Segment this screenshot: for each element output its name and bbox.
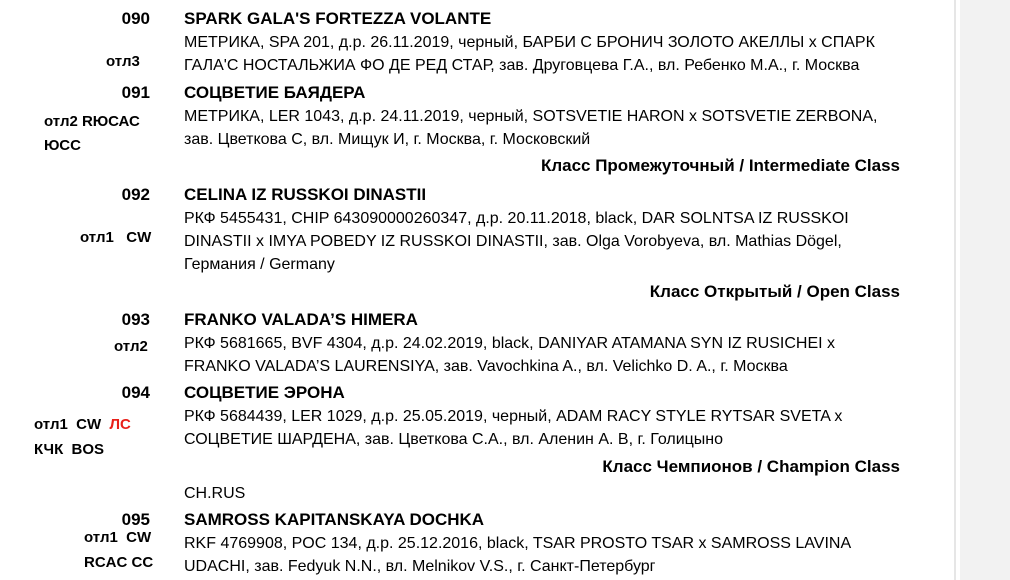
grade-result: отл1 CW bbox=[80, 229, 152, 246]
entry-number: 091 bbox=[121, 83, 150, 102]
page-edge-divider bbox=[954, 0, 956, 580]
entry-details-line: зав. Цветкова С, вл. Мищук И, г. Москва, г. Московский bbox=[184, 131, 591, 148]
entry-details-line: ГАЛА'С НОСТАЛЬЖИА ФО ДЕ РЕД СТАР, зав. Друговцева Г.А., вл. Ребенко М.А., г. Москва bbox=[184, 57, 860, 74]
entry-details-line: UDACHI, зав. Fedyuk N.N., вл. Melnikov V.S., г. Санкт-Петербург bbox=[184, 558, 656, 575]
grade-result: RCAC CC bbox=[84, 554, 154, 571]
entry-number: 094 bbox=[121, 383, 150, 402]
entry-details-line: СОЦВЕТИЕ ШАРДЕНА, зав. Цветкова С.А., вл. Аленин А. В, г. Голицыно bbox=[184, 431, 724, 448]
best-in-breed-award: ЛС bbox=[109, 416, 131, 433]
grade-result: отл1 CW bbox=[84, 529, 152, 546]
dog-name: FRANKO VALADA’S HIMERA bbox=[184, 310, 418, 329]
entry-details-line: RKF 4769908, POC 134, д.р. 25.12.2016, black, TSAR PROSTO TSAR x SAMROSS LAVINA bbox=[184, 535, 852, 552]
grade-text: отл1 CW bbox=[34, 416, 102, 433]
dog-name: SAMROSS KAPITANSKAYA DOCHKA bbox=[184, 510, 485, 529]
dog-name: CELINA IZ RUSSKOI DINASTII bbox=[184, 185, 427, 204]
entry-details-line: РКФ 5681665, BVF 4304, д.р. 24.02.2019, black, DANIYAR ATAMANA SYN IZ RUSICHEI x bbox=[184, 335, 835, 352]
class-heading-intermediate: Класс Промежуточный / Intermediate Class bbox=[540, 156, 900, 175]
grade-result: отл2 RЮСАС bbox=[44, 113, 140, 130]
entry-details-line: Германия / Germany bbox=[184, 256, 335, 273]
grade-result: КЧК BOS bbox=[34, 441, 105, 458]
dog-name: СОЦВЕТИЕ БАЯДЕРА bbox=[184, 83, 366, 102]
dog-name: СОЦВЕТИЕ ЭРОНА bbox=[184, 383, 345, 402]
title-prefix: CH.RUS bbox=[184, 485, 246, 502]
dog-name: SPARK GALA'S FORTEZZA VOLANTE bbox=[184, 9, 492, 28]
grade-result: отл2 bbox=[114, 338, 148, 355]
entry-number: 095 bbox=[121, 510, 150, 529]
entry-details-line: МЕТРИКА, SPA 201, д.р. 26.11.2019, черный, БАРБИ С БРОНИЧ ЗОЛОТО АКЕЛЛЫ x СПАРК bbox=[184, 34, 875, 51]
entry-details-line: FRANKO VALADA’S LAURENSIYA, зав. Vavochkina A., вл. Velichko D. A., г. Москва bbox=[184, 358, 788, 375]
entry-number: 090 bbox=[121, 9, 150, 28]
entry-details-line: DINASTII x IMYA POBEDY IZ RUSSKOI DINASTII, зав. Olga Vorobyeva, вл. Mathias Dögel, bbox=[184, 233, 842, 250]
class-heading-champion: Класс Чемпионов / Champion Class bbox=[602, 457, 900, 476]
entry-details-line: РКФ 5455431, CHIP 643090000260347, д.р. 20.11.2018, black, DAR SOLNTSA IZ RUSSKOI bbox=[184, 210, 849, 227]
entry-details-line: РКФ 5684439, LER 1029, д.р. 25.05.2019, черный, ADAM RACY STYLE RYTSAR SVETA x bbox=[184, 408, 843, 425]
side-panel bbox=[960, 0, 1010, 580]
grade-result: ЮСС bbox=[44, 137, 81, 154]
grade-result bbox=[34, 414, 131, 436]
class-heading-open: Класс Открытый / Open Class bbox=[649, 282, 900, 301]
grade-result: отл3 bbox=[106, 53, 140, 70]
entry-details-line: МЕТРИКА, LER 1043, д.р. 24.11.2019, черный, SOTSVETIE HARON x SOTSVETIE ZERBONA, bbox=[184, 108, 878, 125]
entry-number: 093 bbox=[121, 310, 150, 329]
entry-number: 092 bbox=[121, 185, 150, 204]
